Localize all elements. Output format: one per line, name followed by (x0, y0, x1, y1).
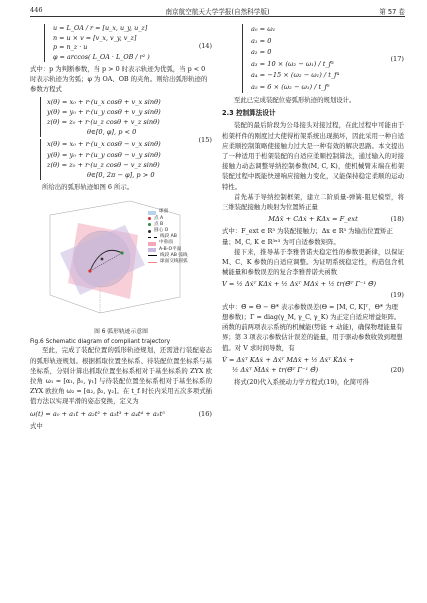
legend-item: 圆心 O (148, 228, 188, 234)
eq18-number: (18) (390, 215, 404, 224)
legend-item: 球面 (148, 209, 188, 215)
volume-label: 第 57 卷 (379, 8, 405, 16)
eq18-body: MΔẍ + CΔẋ + KΔx = F_ext (268, 215, 358, 224)
figure-caption-cn: 图 6 弧形轨迹示意图 (94, 328, 148, 335)
equation-20 (222, 355, 404, 375)
eq15-number: (15) (198, 135, 212, 144)
right-column (222, 22, 404, 387)
eq17-line: a₃ = 10 × (ω₂ − ω₁) / t_f³ (251, 59, 334, 68)
legend-item: 线段 AB 弧线 (148, 253, 188, 259)
eq15-line: y(θ) = y₀ + r·(u_y cosθ + v_y sinθ) (47, 107, 161, 116)
left-column (30, 22, 212, 431)
eq15-line: z(θ) = z₀ + r·(u_z cosθ − v_z sinθ) (47, 160, 160, 169)
eq15-line: x(θ) = x₀ + r·(u_x cosθ + v_x sinθ) (47, 97, 161, 106)
equation-14 (44, 24, 212, 62)
eq15-case-a (40, 97, 212, 138)
legend-item: 线段 AB (148, 234, 188, 240)
journal-title: 南京航空航天大学学报(自然科学版) (165, 8, 270, 16)
paragraph: 至此已完成装配位姿弧形轨迹的规划设计。 (234, 96, 356, 104)
eq14-line: p = n_z · u (53, 43, 88, 51)
eq15-line: z(θ) = z₀ + r·(u_z cosθ + v_z sinθ) (47, 118, 160, 127)
figure-caption-en: Fig.6 Schematic diagram of compliant trajectory (30, 338, 171, 345)
legend-item: 中垂面 (148, 240, 188, 246)
equation-16 (30, 409, 212, 419)
eq17-line: a₄ = −15 × (ω₂ − ω₁) / t_f⁴ (251, 71, 340, 79)
legend-item: 点 A (148, 216, 188, 222)
paragraph: 式中 (30, 421, 43, 430)
paragraph: 至此，完成了装配位置的弧形轨迹规划，还需进行装配姿态的弧形轨迹规划。根据抓取位置坐标系、待装配位置坐标系与基坐标系，分别计算出抓取位置坐标系相对于基坐标系的 ZYX 欧拉角 ω₁ = [α₁, β₁, γ₁] 与待装配位置坐标系相对于基坐标系的 ZYX 欧拉角 ω₂ = [α₂, β₂, γ₂]。在 t_f 时长内采用五次多项式插值方法以实现平滑的姿态变换，定义为 (30, 346, 212, 406)
legend-item: 点 B (148, 222, 188, 228)
page-number: 446 (30, 6, 43, 14)
eq14-line: u = L_OA / r = [u_x, u_y, u_z] (53, 24, 148, 32)
eq15-line: y(θ) = y₀ + r·(u_y cosθ − v_y sinθ) (47, 150, 161, 159)
eq17-line: a₁ = 0 (251, 36, 272, 45)
paragraph: 将式(20)代入系统动力学方程式(19)，化简可得 (234, 378, 369, 387)
eq15-condition: θ∈[0, φ], p < 0 (87, 128, 137, 137)
eq20-line: V̇ = Δẋᵀ KΔẋ + Δẋᵀ MΔẍ + ½ Δẋᵀ K̇Δẋ + (222, 355, 355, 364)
figure-6 (30, 195, 212, 345)
paragraph: 所给出的弧形轨迹如图 6 所示。 (42, 183, 134, 192)
point-a (88, 270, 91, 273)
eq14-line: n = u × v = [v_x, v_y, v_z] (53, 33, 137, 42)
legend-item: 球面交线圆弧 (148, 259, 188, 265)
eq17-line: a₀ = ω₁ (251, 25, 276, 33)
eq19-number: (19) (390, 290, 404, 299)
equation-15 (40, 97, 212, 181)
eq17-line: a₅ = 6 × (ω₂ − ω₁) / t_f⁵ (251, 82, 330, 91)
equation-19 (222, 279, 404, 299)
paragraph: 装配的最后阶段为公母接头对接过程，在此过程中可能由于桁架杆件的刚度过大使得桁架系统出现损坏，因此采用一种自适应柔顺控制策略使接触力过大是一种有效的解决思路。本文提出了一种适用于桁架装配的自适应柔顺控制算法，通过输入的对接接触力动态调整导纳控制参数(M, C, K)，使机械臂末端在桁架装配过程中既能快速响应接触力变化，又能保持稳定柔顺的运动特性。 (222, 121, 404, 191)
eq20-number: (20) (390, 366, 404, 375)
eq14-number: (14) (198, 42, 212, 50)
eq15-case-b (40, 139, 212, 180)
paragraph: 式中：Θ̃ = Θ − Θ* 表示参数误差(Θ = [M, C, K]ᵀ，Θ* 为理想参数)；Γ = diag(γ_M, γ_C, γ_K) 为正定自适应增益矩阵。函数的前两项表示系统的机械能(势能 + 动能)，确保物理能量有界；第 3 项表示参数估计误差的能量，用于驱动参数收敛到理想值。对 V 求时间导数，有 (222, 302, 403, 352)
eq17-number: (17) (390, 55, 404, 63)
paragraph: 式中：p 为判断参数，当 p > 0 时表示轨迹为优弧，当 p < 0 时表示轨迹为劣弧；φ 为 OA、OB 的夹角。则给出弧形轨迹的参数方程式 (30, 65, 208, 94)
equation-17 (242, 24, 404, 93)
paragraph: 接下来，推导基于李雅普诺夫稳定性的参数更新律，以保证 M、C、K 参数的自适应调整。为证明系统稳定性，构造包含机械能量和参数误差的复合李雅普诺夫函数 (222, 247, 404, 277)
figure-legend (148, 209, 188, 265)
eq14-line: φ = arccos( L_OA · L_OB / r² ) (53, 52, 150, 61)
legend-item: A-B-O平面 (148, 247, 188, 253)
point-b (120, 252, 123, 255)
section-heading: 2.3 控制算法设计 (222, 109, 276, 118)
eq20-line: ½ Δẋᵀ ṀΔẋ + tr(Θ̃ᵀ Γ⁻¹ Θ̃̇) (232, 366, 319, 375)
center-o (101, 258, 104, 261)
eq17-line: a₂ = 0 (251, 48, 272, 56)
equation-18 (222, 214, 404, 224)
paragraph: 式中：F_ext ∈ R³ 为装配接触力；Δx ∈ R³ 为输出位置矫正量；M, C, K ∈ R³ˣ³ 为可自适参数矩阵。 (222, 227, 393, 246)
header-rule (30, 16, 405, 17)
paragraph: 首先基于导纳控制框架，建立二阶质量-弹簧-阻尼模型，将三维装配接触力映射为位置矫正量 (222, 192, 404, 212)
eq15-line: x(θ) = x₀ + r·(u_x cosθ − v_x sinθ) (47, 140, 161, 149)
eq16-body: ω(t) = a₀ + a₁t + a₂t² + a₃t³ + a₄t⁴ + a₅t⁵ (30, 409, 165, 418)
eq15-condition: θ∈[0, 2π − φ], p > 0 (87, 171, 155, 180)
eq19-body: V = ½ Δẋᵀ KΔẋ + ½ Δẋᵀ MΔẋ + ½ tr(Θ̃ᵀ Γ⁻¹ Θ̃) (222, 280, 377, 289)
eq16-number: (16) (198, 409, 212, 418)
